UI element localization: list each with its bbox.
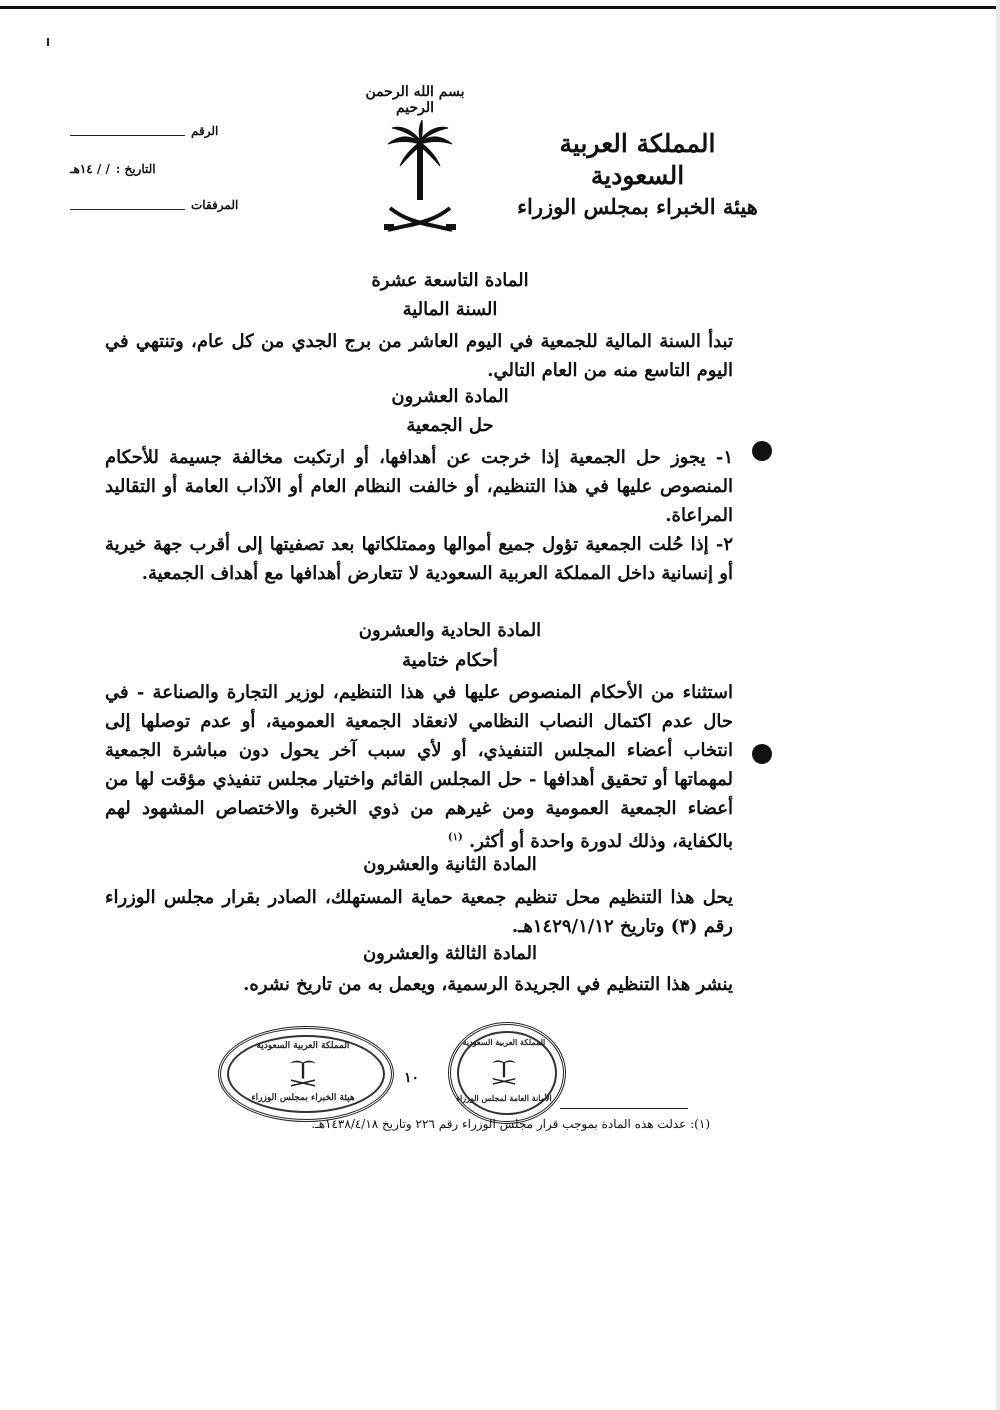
seal-emblem-icon: [489, 1057, 519, 1087]
seal-text-bottom: هيئة الخبراء بمجلس الوزراء: [251, 1093, 355, 1103]
article-22-title: المادة الثانية والعشرون: [363, 854, 537, 875]
article-22-text: يحل هذا التنظيم محل تنظيم جمعية حماية المستهلك، الصادر بقرار مجلس الوزراء رقم (٣) وتاريخ ١٤٢٩/١/١٢هـ.: [105, 887, 733, 937]
article-23-title: المادة الثالثة والعشرون: [362, 943, 538, 964]
article-20-subtitle: حل الجمعية: [406, 415, 494, 436]
seal-text-bottom: الأمانة العامة لمجلس الوزراء: [456, 1093, 552, 1103]
authority-country: المملكة العربية السعودية: [559, 129, 716, 190]
attachments-label: المرفقات: [191, 198, 239, 212]
article-23-text: ينشر هذا التنظيم في الجريدة الرسمية، ويعمل به من تاريخ نشره.: [243, 974, 733, 995]
basmala: بسم الله الرحمن الرحيم: [365, 84, 465, 116]
scan-mark: [47, 38, 49, 46]
seal-text-top: المملكة العربية السعودية: [462, 1037, 546, 1047]
issuing-authority: [515, 128, 760, 222]
article-19-text: تبدأ السنة المالية للجمعية في اليوم العاشر من برج الجدي من كل عام، وتنتهي في اليوم التاسع منه من العام التالي.: [105, 331, 733, 381]
article-21-body: استثناء من الأحكام المنصوص عليها في هذا التنظيم، لوزير التجارة والصناعة - في حال عدم اكتمال النصاب النظامي لانعقاد الجمعية العمومية، أو عدم توصلها إلى انتخاب أعضاء المجلس التنفيذي، أو لأي سبب آخر يحول دون مباشرة الجمعية لمهماتها أو تحقيق أهدافها - حل المجلس القائم واختيار مجلس تنفيذي مؤقت لها من أعضاء الجمعية العمومية ومن غيرهم من ذوي الخبرة والاختصاص المشهود لهم بالكفاية، وذلك لدورة واحدة أو أكثر.: [105, 682, 733, 852]
date-value: / / ١٤هـ: [70, 162, 110, 176]
hole-punch-mark: [752, 744, 772, 764]
article-21-title: المادة الحادية والعشرون: [358, 620, 542, 641]
footnote-reference: (١): [447, 832, 463, 843]
attachments-field: [70, 198, 270, 212]
footnote: (١): عدلت هذه المادة بموجب قرار مجلس الوزراء رقم ٢٢٦ وتاريخ ١٤٣٨/٤/١٨هـ.: [311, 1117, 710, 1131]
top-border-line: [0, 6, 1000, 9]
reference-label: الرقم: [191, 124, 219, 138]
article-20-clause-2: [105, 530, 733, 588]
official-seal-left: [218, 1026, 394, 1122]
date-field: [70, 162, 270, 176]
reference-line: [70, 127, 185, 136]
article-21-text: [105, 678, 733, 856]
official-seal-right: [448, 1022, 566, 1124]
article-21-subtitle: أحكام ختامية: [402, 650, 498, 671]
clause-number: ١-: [715, 447, 733, 468]
date-label: التاريخ :: [115, 162, 156, 176]
seal-text-top: المملكة العربية السعودية: [256, 1041, 350, 1051]
attachments-line: [70, 201, 185, 210]
footnote-separator: [560, 1108, 688, 1109]
clause-number: ٢-: [715, 534, 733, 555]
reference-field: [70, 124, 270, 138]
palm-swords-emblem-icon: [380, 120, 460, 240]
article-19-title: المادة التاسعة عشرة: [371, 270, 529, 291]
clause-text: يجوز حل الجمعية إذا خرجت عن أهدافها، أو ارتكبت مخالفة جسيمة للأحكام المنصوص عليها في هذا التنظيم، أو خالفت النظام العام أو الآداب العامة أو التقاليد المراعاة.: [105, 447, 733, 526]
page-edge: [996, 0, 1000, 1410]
page-number: ١٠: [404, 1070, 420, 1086]
hole-punch-mark: [752, 441, 772, 461]
seal-emblem-icon: [287, 1057, 319, 1089]
authority-department: هيئة الخبراء بمجلس الوزراء: [517, 194, 758, 219]
clause-text: إذا حُلت الجمعية تؤول جميع أموالها وممتلكاتها بعد تصفيتها إلى أقرب جهة خيرية أو إنسانية داخل المملكة العربية السعودية لا تتعارض أهدافها مع أهداف الجمعية.: [105, 534, 733, 584]
article-19-subtitle: السنة المالية: [402, 299, 498, 320]
article-20-clause-1: [105, 443, 733, 530]
article-20-title: المادة العشرون: [391, 386, 509, 407]
